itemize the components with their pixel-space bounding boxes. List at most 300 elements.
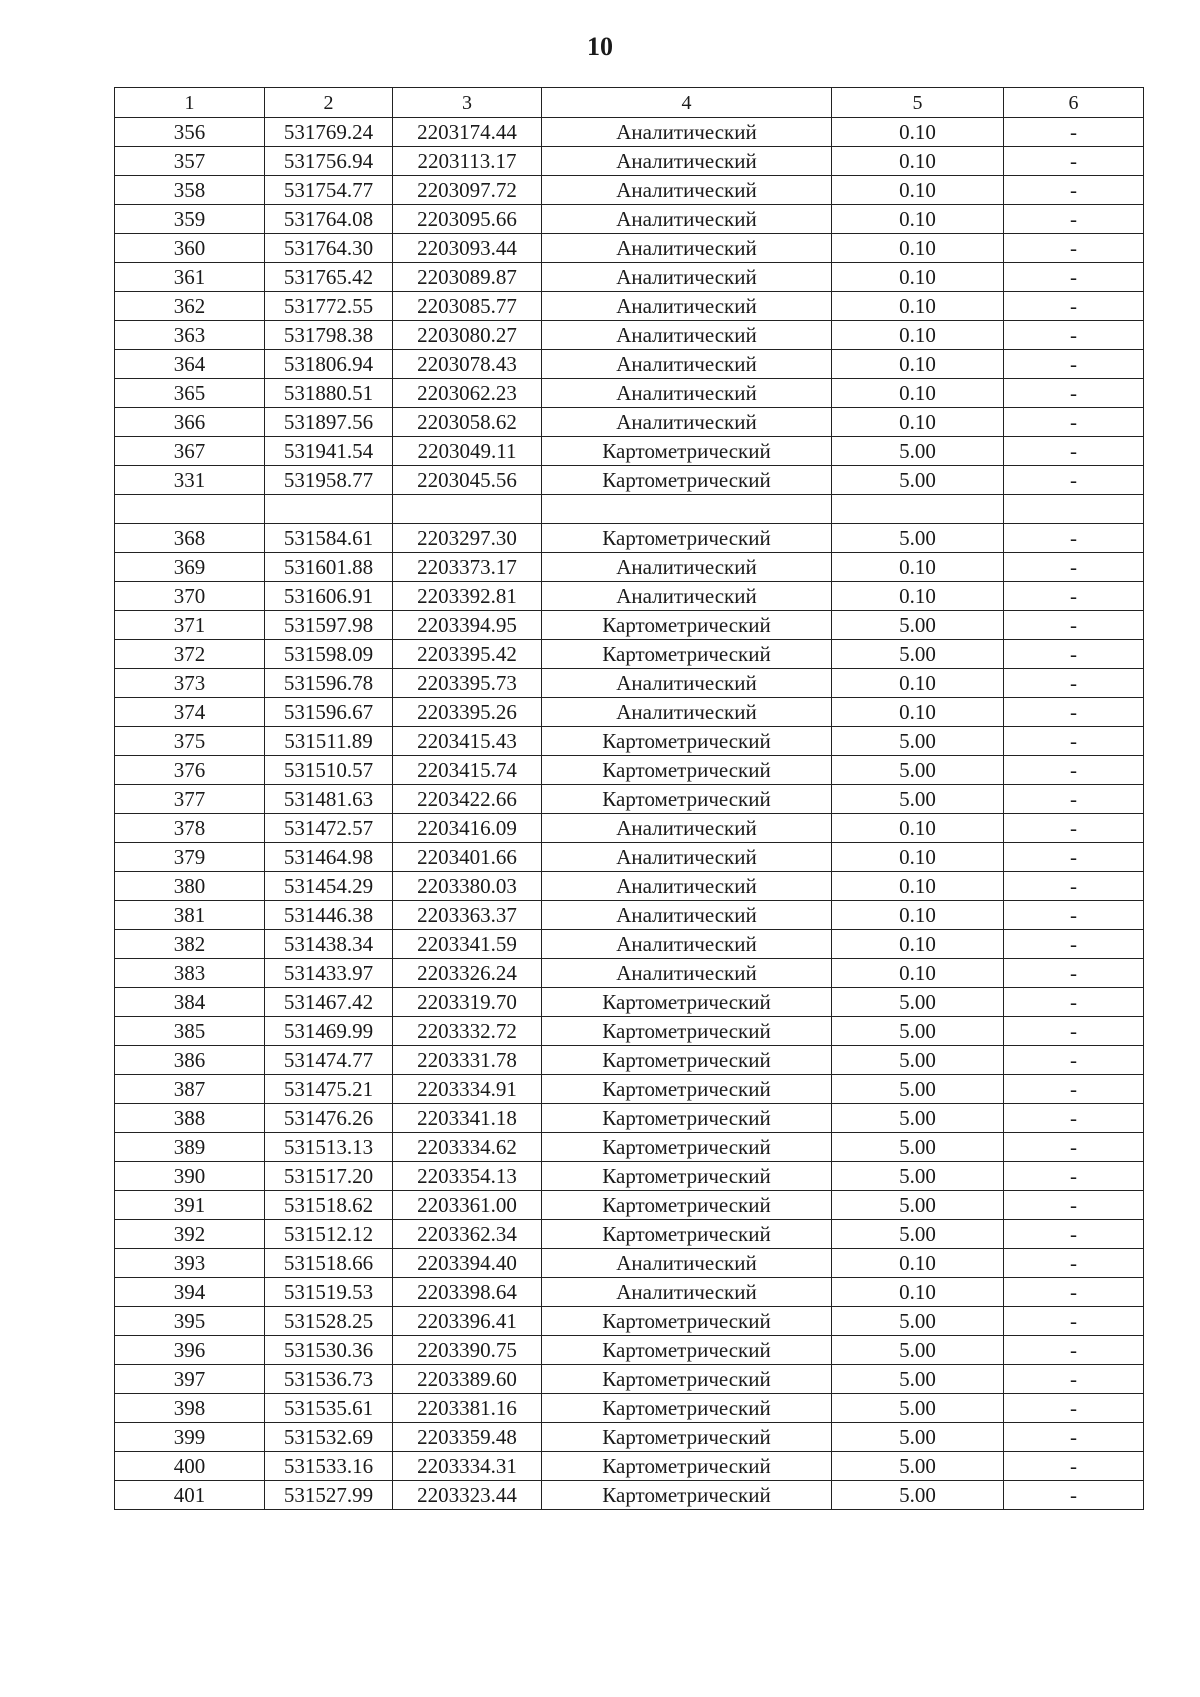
description-cell: - (1004, 1017, 1144, 1046)
method-cell: Картометрический (542, 756, 832, 785)
x-coordinate-cell: 531454.29 (265, 872, 393, 901)
description-cell: - (1004, 843, 1144, 872)
x-coordinate-cell: 531474.77 (265, 1046, 393, 1075)
table-row (115, 1191, 1144, 1220)
column-header: 5 (832, 88, 1004, 118)
table-row (115, 176, 1144, 205)
table-row (115, 147, 1144, 176)
accuracy-cell: 0.10 (832, 582, 1004, 611)
y-coordinate-cell: 2203381.16 (393, 1394, 542, 1423)
y-coordinate-cell: 2203401.66 (393, 843, 542, 872)
x-coordinate-cell: 531518.62 (265, 1191, 393, 1220)
accuracy-cell: 0.10 (832, 814, 1004, 843)
point-number-cell: 396 (115, 1336, 265, 1365)
method-cell: Аналитический (542, 872, 832, 901)
x-coordinate-cell: 531598.09 (265, 640, 393, 669)
accuracy-cell: 5.00 (832, 1104, 1004, 1133)
y-coordinate-cell: 2203341.18 (393, 1104, 542, 1133)
description-cell: - (1004, 408, 1144, 437)
description-cell: - (1004, 292, 1144, 321)
accuracy-cell: 5.00 (832, 1133, 1004, 1162)
x-coordinate-cell: 531517.20 (265, 1162, 393, 1191)
y-coordinate-cell: 2203422.66 (393, 785, 542, 814)
point-number-cell: 365 (115, 379, 265, 408)
description-cell: - (1004, 147, 1144, 176)
table-row (115, 1104, 1144, 1133)
description-cell: - (1004, 1452, 1144, 1481)
accuracy-cell: 0.10 (832, 263, 1004, 292)
method-cell: Картометрический (542, 1104, 832, 1133)
point-number-cell: 390 (115, 1162, 265, 1191)
accuracy-cell: 5.00 (832, 524, 1004, 553)
accuracy-cell: 5.00 (832, 1365, 1004, 1394)
y-coordinate-cell (393, 495, 542, 524)
y-coordinate-cell: 2203174.44 (393, 118, 542, 147)
point-number-cell: 374 (115, 698, 265, 727)
point-number-cell (115, 495, 265, 524)
table-row (115, 1423, 1144, 1452)
point-number-cell: 362 (115, 292, 265, 321)
method-cell: Картометрический (542, 1075, 832, 1104)
point-number-cell: 376 (115, 756, 265, 785)
table-header-row (115, 88, 1144, 118)
method-cell: Картометрический (542, 466, 832, 495)
method-cell: Аналитический (542, 118, 832, 147)
y-coordinate-cell: 2203058.62 (393, 408, 542, 437)
accuracy-cell: 0.10 (832, 176, 1004, 205)
description-cell: - (1004, 1423, 1144, 1452)
method-cell: Аналитический (542, 669, 832, 698)
method-cell: Картометрический (542, 524, 832, 553)
y-coordinate-cell: 2203389.60 (393, 1365, 542, 1394)
point-number-cell: 385 (115, 1017, 265, 1046)
description-cell: - (1004, 1046, 1144, 1075)
method-cell: Аналитический (542, 205, 832, 234)
y-coordinate-cell: 2203341.59 (393, 930, 542, 959)
page-number: 10 (587, 32, 613, 61)
table-row (115, 1133, 1144, 1162)
description-cell: - (1004, 350, 1144, 379)
table-row (115, 1278, 1144, 1307)
description-cell: - (1004, 1220, 1144, 1249)
description-cell: - (1004, 872, 1144, 901)
method-cell: Аналитический (542, 234, 832, 263)
description-cell: - (1004, 698, 1144, 727)
table-row (115, 698, 1144, 727)
method-cell: Картометрический (542, 1423, 832, 1452)
x-coordinate-cell: 531481.63 (265, 785, 393, 814)
accuracy-cell: 5.00 (832, 466, 1004, 495)
y-coordinate-cell: 2203394.40 (393, 1249, 542, 1278)
table-row (115, 1075, 1144, 1104)
y-coordinate-cell: 2203045.56 (393, 466, 542, 495)
point-number-cell: 367 (115, 437, 265, 466)
x-coordinate-cell: 531476.26 (265, 1104, 393, 1133)
description-cell: - (1004, 582, 1144, 611)
table-row (115, 205, 1144, 234)
point-number-cell: 356 (115, 118, 265, 147)
method-cell: Аналитический (542, 1249, 832, 1278)
accuracy-cell: 0.10 (832, 408, 1004, 437)
x-coordinate-cell: 531769.24 (265, 118, 393, 147)
description-cell: - (1004, 553, 1144, 582)
table-row (115, 1307, 1144, 1336)
y-coordinate-cell: 2203380.03 (393, 872, 542, 901)
accuracy-cell: 0.10 (832, 147, 1004, 176)
table-row (115, 1365, 1144, 1394)
y-coordinate-cell: 2203297.30 (393, 524, 542, 553)
table-row (115, 785, 1144, 814)
accuracy-cell: 5.00 (832, 1220, 1004, 1249)
y-coordinate-cell: 2203334.62 (393, 1133, 542, 1162)
point-number-cell: 386 (115, 1046, 265, 1075)
description-cell: - (1004, 1365, 1144, 1394)
method-cell: Картометрический (542, 1017, 832, 1046)
y-coordinate-cell: 2203085.77 (393, 292, 542, 321)
x-coordinate-cell: 531518.66 (265, 1249, 393, 1278)
accuracy-cell: 5.00 (832, 1394, 1004, 1423)
table-row (115, 408, 1144, 437)
x-coordinate-cell: 531772.55 (265, 292, 393, 321)
x-coordinate-cell: 531764.08 (265, 205, 393, 234)
x-coordinate-cell: 531601.88 (265, 553, 393, 582)
x-coordinate-cell: 531513.13 (265, 1133, 393, 1162)
description-cell: - (1004, 234, 1144, 263)
y-coordinate-cell: 2203359.48 (393, 1423, 542, 1452)
description-cell (1004, 495, 1144, 524)
y-coordinate-cell: 2203363.37 (393, 901, 542, 930)
method-cell: Аналитический (542, 843, 832, 872)
description-cell: - (1004, 988, 1144, 1017)
table-row (115, 292, 1144, 321)
point-number-cell: 361 (115, 263, 265, 292)
accuracy-cell: 0.10 (832, 234, 1004, 263)
accuracy-cell: 5.00 (832, 756, 1004, 785)
table-row (115, 582, 1144, 611)
x-coordinate-cell: 531584.61 (265, 524, 393, 553)
point-number-cell: 371 (115, 611, 265, 640)
y-coordinate-cell: 2203395.42 (393, 640, 542, 669)
method-cell: Картометрический (542, 1394, 832, 1423)
method-cell: Картометрический (542, 1220, 832, 1249)
method-cell: Картометрический (542, 1162, 832, 1191)
y-coordinate-cell: 2203362.34 (393, 1220, 542, 1249)
table-row (115, 1336, 1144, 1365)
table-row (115, 379, 1144, 408)
x-coordinate-cell: 531510.57 (265, 756, 393, 785)
accuracy-cell: 0.10 (832, 553, 1004, 582)
description-cell: - (1004, 930, 1144, 959)
y-coordinate-cell: 2203361.00 (393, 1191, 542, 1220)
point-number-cell: 397 (115, 1365, 265, 1394)
accuracy-cell: 0.10 (832, 1278, 1004, 1307)
x-coordinate-cell: 531433.97 (265, 959, 393, 988)
accuracy-cell: 5.00 (832, 1481, 1004, 1510)
table-row (115, 1046, 1144, 1075)
accuracy-cell: 5.00 (832, 1046, 1004, 1075)
x-coordinate-cell: 531532.69 (265, 1423, 393, 1452)
x-coordinate-cell: 531596.78 (265, 669, 393, 698)
y-coordinate-cell: 2203097.72 (393, 176, 542, 205)
point-number-cell: 399 (115, 1423, 265, 1452)
y-coordinate-cell: 2203396.41 (393, 1307, 542, 1336)
x-coordinate-cell: 531472.57 (265, 814, 393, 843)
accuracy-cell: 5.00 (832, 437, 1004, 466)
coordinates-table (114, 87, 1144, 1510)
point-number-cell: 364 (115, 350, 265, 379)
description-cell: - (1004, 1394, 1144, 1423)
method-cell: Картометрический (542, 1133, 832, 1162)
table-row (115, 1249, 1144, 1278)
accuracy-cell: 0.10 (832, 930, 1004, 959)
description-cell: - (1004, 756, 1144, 785)
method-cell: Картометрический (542, 611, 832, 640)
point-number-cell: 381 (115, 901, 265, 930)
table-row (115, 495, 1144, 524)
point-number-cell: 370 (115, 582, 265, 611)
method-cell: Картометрический (542, 1046, 832, 1075)
method-cell: Аналитический (542, 959, 832, 988)
x-coordinate-cell: 531527.99 (265, 1481, 393, 1510)
point-number-cell: 378 (115, 814, 265, 843)
point-number-cell: 398 (115, 1394, 265, 1423)
table-body (115, 88, 1144, 1510)
method-cell: Аналитический (542, 901, 832, 930)
description-cell: - (1004, 437, 1144, 466)
description-cell: - (1004, 727, 1144, 756)
x-coordinate-cell: 531764.30 (265, 234, 393, 263)
method-cell: Картометрический (542, 1365, 832, 1394)
table-row (115, 1220, 1144, 1249)
method-cell: Аналитический (542, 147, 832, 176)
point-number-cell: 357 (115, 147, 265, 176)
table-row (115, 640, 1144, 669)
method-cell: Аналитический (542, 350, 832, 379)
x-coordinate-cell: 531958.77 (265, 466, 393, 495)
accuracy-cell: 5.00 (832, 1452, 1004, 1481)
y-coordinate-cell: 2203354.13 (393, 1162, 542, 1191)
x-coordinate-cell: 531475.21 (265, 1075, 393, 1104)
point-number-cell: 391 (115, 1191, 265, 1220)
table-row (115, 843, 1144, 872)
table-row (115, 118, 1144, 147)
table-row (115, 1394, 1144, 1423)
accuracy-cell: 5.00 (832, 1162, 1004, 1191)
x-coordinate-cell: 531596.67 (265, 698, 393, 727)
table-row (115, 466, 1144, 495)
accuracy-cell: 0.10 (832, 843, 1004, 872)
point-number-cell: 394 (115, 1278, 265, 1307)
x-coordinate-cell (265, 495, 393, 524)
x-coordinate-cell: 531897.56 (265, 408, 393, 437)
y-coordinate-cell: 2203394.95 (393, 611, 542, 640)
y-coordinate-cell: 2203319.70 (393, 988, 542, 1017)
point-number-cell: 392 (115, 1220, 265, 1249)
point-number-cell: 387 (115, 1075, 265, 1104)
y-coordinate-cell: 2203062.23 (393, 379, 542, 408)
x-coordinate-cell: 531880.51 (265, 379, 393, 408)
method-cell: Картометрический (542, 640, 832, 669)
x-coordinate-cell: 531765.42 (265, 263, 393, 292)
method-cell: Аналитический (542, 553, 832, 582)
y-coordinate-cell: 2203113.17 (393, 147, 542, 176)
accuracy-cell: 0.10 (832, 379, 1004, 408)
point-number-cell: 375 (115, 727, 265, 756)
table-row (115, 321, 1144, 350)
description-cell: - (1004, 1278, 1144, 1307)
point-number-cell: 383 (115, 959, 265, 988)
accuracy-cell: 5.00 (832, 1423, 1004, 1452)
description-cell: - (1004, 1249, 1144, 1278)
point-number-cell: 372 (115, 640, 265, 669)
method-cell: Картометрический (542, 1307, 832, 1336)
y-coordinate-cell: 2203331.78 (393, 1046, 542, 1075)
table-row (115, 988, 1144, 1017)
description-cell: - (1004, 640, 1144, 669)
accuracy-cell: 5.00 (832, 988, 1004, 1017)
method-cell: Аналитический (542, 582, 832, 611)
x-coordinate-cell: 531806.94 (265, 350, 393, 379)
table-row (115, 872, 1144, 901)
table-row (115, 901, 1144, 930)
column-header: 3 (393, 88, 542, 118)
method-cell: Аналитический (542, 176, 832, 205)
point-number-cell: 359 (115, 205, 265, 234)
method-cell: Картометрический (542, 1481, 832, 1510)
point-number-cell: 369 (115, 553, 265, 582)
method-cell: Аналитический (542, 292, 832, 321)
y-coordinate-cell: 2203334.31 (393, 1452, 542, 1481)
point-number-cell: 384 (115, 988, 265, 1017)
table-row (115, 727, 1144, 756)
accuracy-cell: 0.10 (832, 292, 1004, 321)
accuracy-cell (832, 495, 1004, 524)
y-coordinate-cell: 2203326.24 (393, 959, 542, 988)
x-coordinate-cell: 531446.38 (265, 901, 393, 930)
description-cell: - (1004, 176, 1144, 205)
accuracy-cell: 5.00 (832, 1191, 1004, 1220)
point-number-cell: 389 (115, 1133, 265, 1162)
table-row (115, 611, 1144, 640)
accuracy-cell: 5.00 (832, 1307, 1004, 1336)
table-row (115, 1162, 1144, 1191)
description-cell: - (1004, 785, 1144, 814)
table-row (115, 1481, 1144, 1510)
y-coordinate-cell: 2203332.72 (393, 1017, 542, 1046)
description-cell: - (1004, 263, 1144, 292)
y-coordinate-cell: 2203395.73 (393, 669, 542, 698)
point-number-cell: 388 (115, 1104, 265, 1133)
accuracy-cell: 5.00 (832, 727, 1004, 756)
method-cell: Аналитический (542, 930, 832, 959)
y-coordinate-cell: 2203398.64 (393, 1278, 542, 1307)
column-header: 6 (1004, 88, 1144, 118)
table-row (115, 524, 1144, 553)
y-coordinate-cell: 2203080.27 (393, 321, 542, 350)
x-coordinate-cell: 531464.98 (265, 843, 393, 872)
table-row (115, 350, 1144, 379)
description-cell: - (1004, 118, 1144, 147)
table-row (115, 1017, 1144, 1046)
y-coordinate-cell: 2203049.11 (393, 437, 542, 466)
y-coordinate-cell: 2203415.43 (393, 727, 542, 756)
point-number-cell: 379 (115, 843, 265, 872)
point-number-cell: 366 (115, 408, 265, 437)
point-number-cell: 382 (115, 930, 265, 959)
column-header: 4 (542, 88, 832, 118)
point-number-cell: 358 (115, 176, 265, 205)
accuracy-cell: 5.00 (832, 1075, 1004, 1104)
x-coordinate-cell: 531469.99 (265, 1017, 393, 1046)
table-row (115, 553, 1144, 582)
accuracy-cell: 0.10 (832, 321, 1004, 350)
description-cell: - (1004, 814, 1144, 843)
method-cell: Картометрический (542, 437, 832, 466)
x-coordinate-cell: 531941.54 (265, 437, 393, 466)
x-coordinate-cell: 531512.12 (265, 1220, 393, 1249)
point-number-cell: 363 (115, 321, 265, 350)
y-coordinate-cell: 2203373.17 (393, 553, 542, 582)
accuracy-cell: 5.00 (832, 1017, 1004, 1046)
point-number-cell: 393 (115, 1249, 265, 1278)
description-cell: - (1004, 379, 1144, 408)
point-number-cell: 373 (115, 669, 265, 698)
description-cell: - (1004, 321, 1144, 350)
table-row (115, 263, 1144, 292)
accuracy-cell: 0.10 (832, 698, 1004, 727)
method-cell: Аналитический (542, 263, 832, 292)
column-header: 2 (265, 88, 393, 118)
point-number-cell: 360 (115, 234, 265, 263)
x-coordinate-cell: 531467.42 (265, 988, 393, 1017)
description-cell: - (1004, 1336, 1144, 1365)
x-coordinate-cell: 531530.36 (265, 1336, 393, 1365)
point-number-cell: 400 (115, 1452, 265, 1481)
method-cell: Картометрический (542, 1191, 832, 1220)
method-cell: Аналитический (542, 1278, 832, 1307)
accuracy-cell: 5.00 (832, 1336, 1004, 1365)
description-cell: - (1004, 1075, 1144, 1104)
accuracy-cell: 0.10 (832, 205, 1004, 234)
point-number-cell: 368 (115, 524, 265, 553)
accuracy-cell: 0.10 (832, 1249, 1004, 1278)
method-cell: Картометрический (542, 727, 832, 756)
x-coordinate-cell: 531535.61 (265, 1394, 393, 1423)
x-coordinate-cell: 531528.25 (265, 1307, 393, 1336)
table-row (115, 814, 1144, 843)
method-cell: Аналитический (542, 408, 832, 437)
accuracy-cell: 5.00 (832, 640, 1004, 669)
x-coordinate-cell: 531536.73 (265, 1365, 393, 1394)
y-coordinate-cell: 2203416.09 (393, 814, 542, 843)
method-cell (542, 495, 832, 524)
y-coordinate-cell: 2203089.87 (393, 263, 542, 292)
method-cell: Картометрический (542, 1452, 832, 1481)
x-coordinate-cell: 531606.91 (265, 582, 393, 611)
accuracy-cell: 5.00 (832, 611, 1004, 640)
x-coordinate-cell: 531597.98 (265, 611, 393, 640)
x-coordinate-cell: 531438.34 (265, 930, 393, 959)
y-coordinate-cell: 2203334.91 (393, 1075, 542, 1104)
method-cell: Аналитический (542, 321, 832, 350)
method-cell: Аналитический (542, 698, 832, 727)
table-row (115, 930, 1144, 959)
description-cell: - (1004, 1104, 1144, 1133)
point-number-cell: 331 (115, 466, 265, 495)
point-number-cell: 401 (115, 1481, 265, 1510)
method-cell: Картометрический (542, 785, 832, 814)
y-coordinate-cell: 2203415.74 (393, 756, 542, 785)
